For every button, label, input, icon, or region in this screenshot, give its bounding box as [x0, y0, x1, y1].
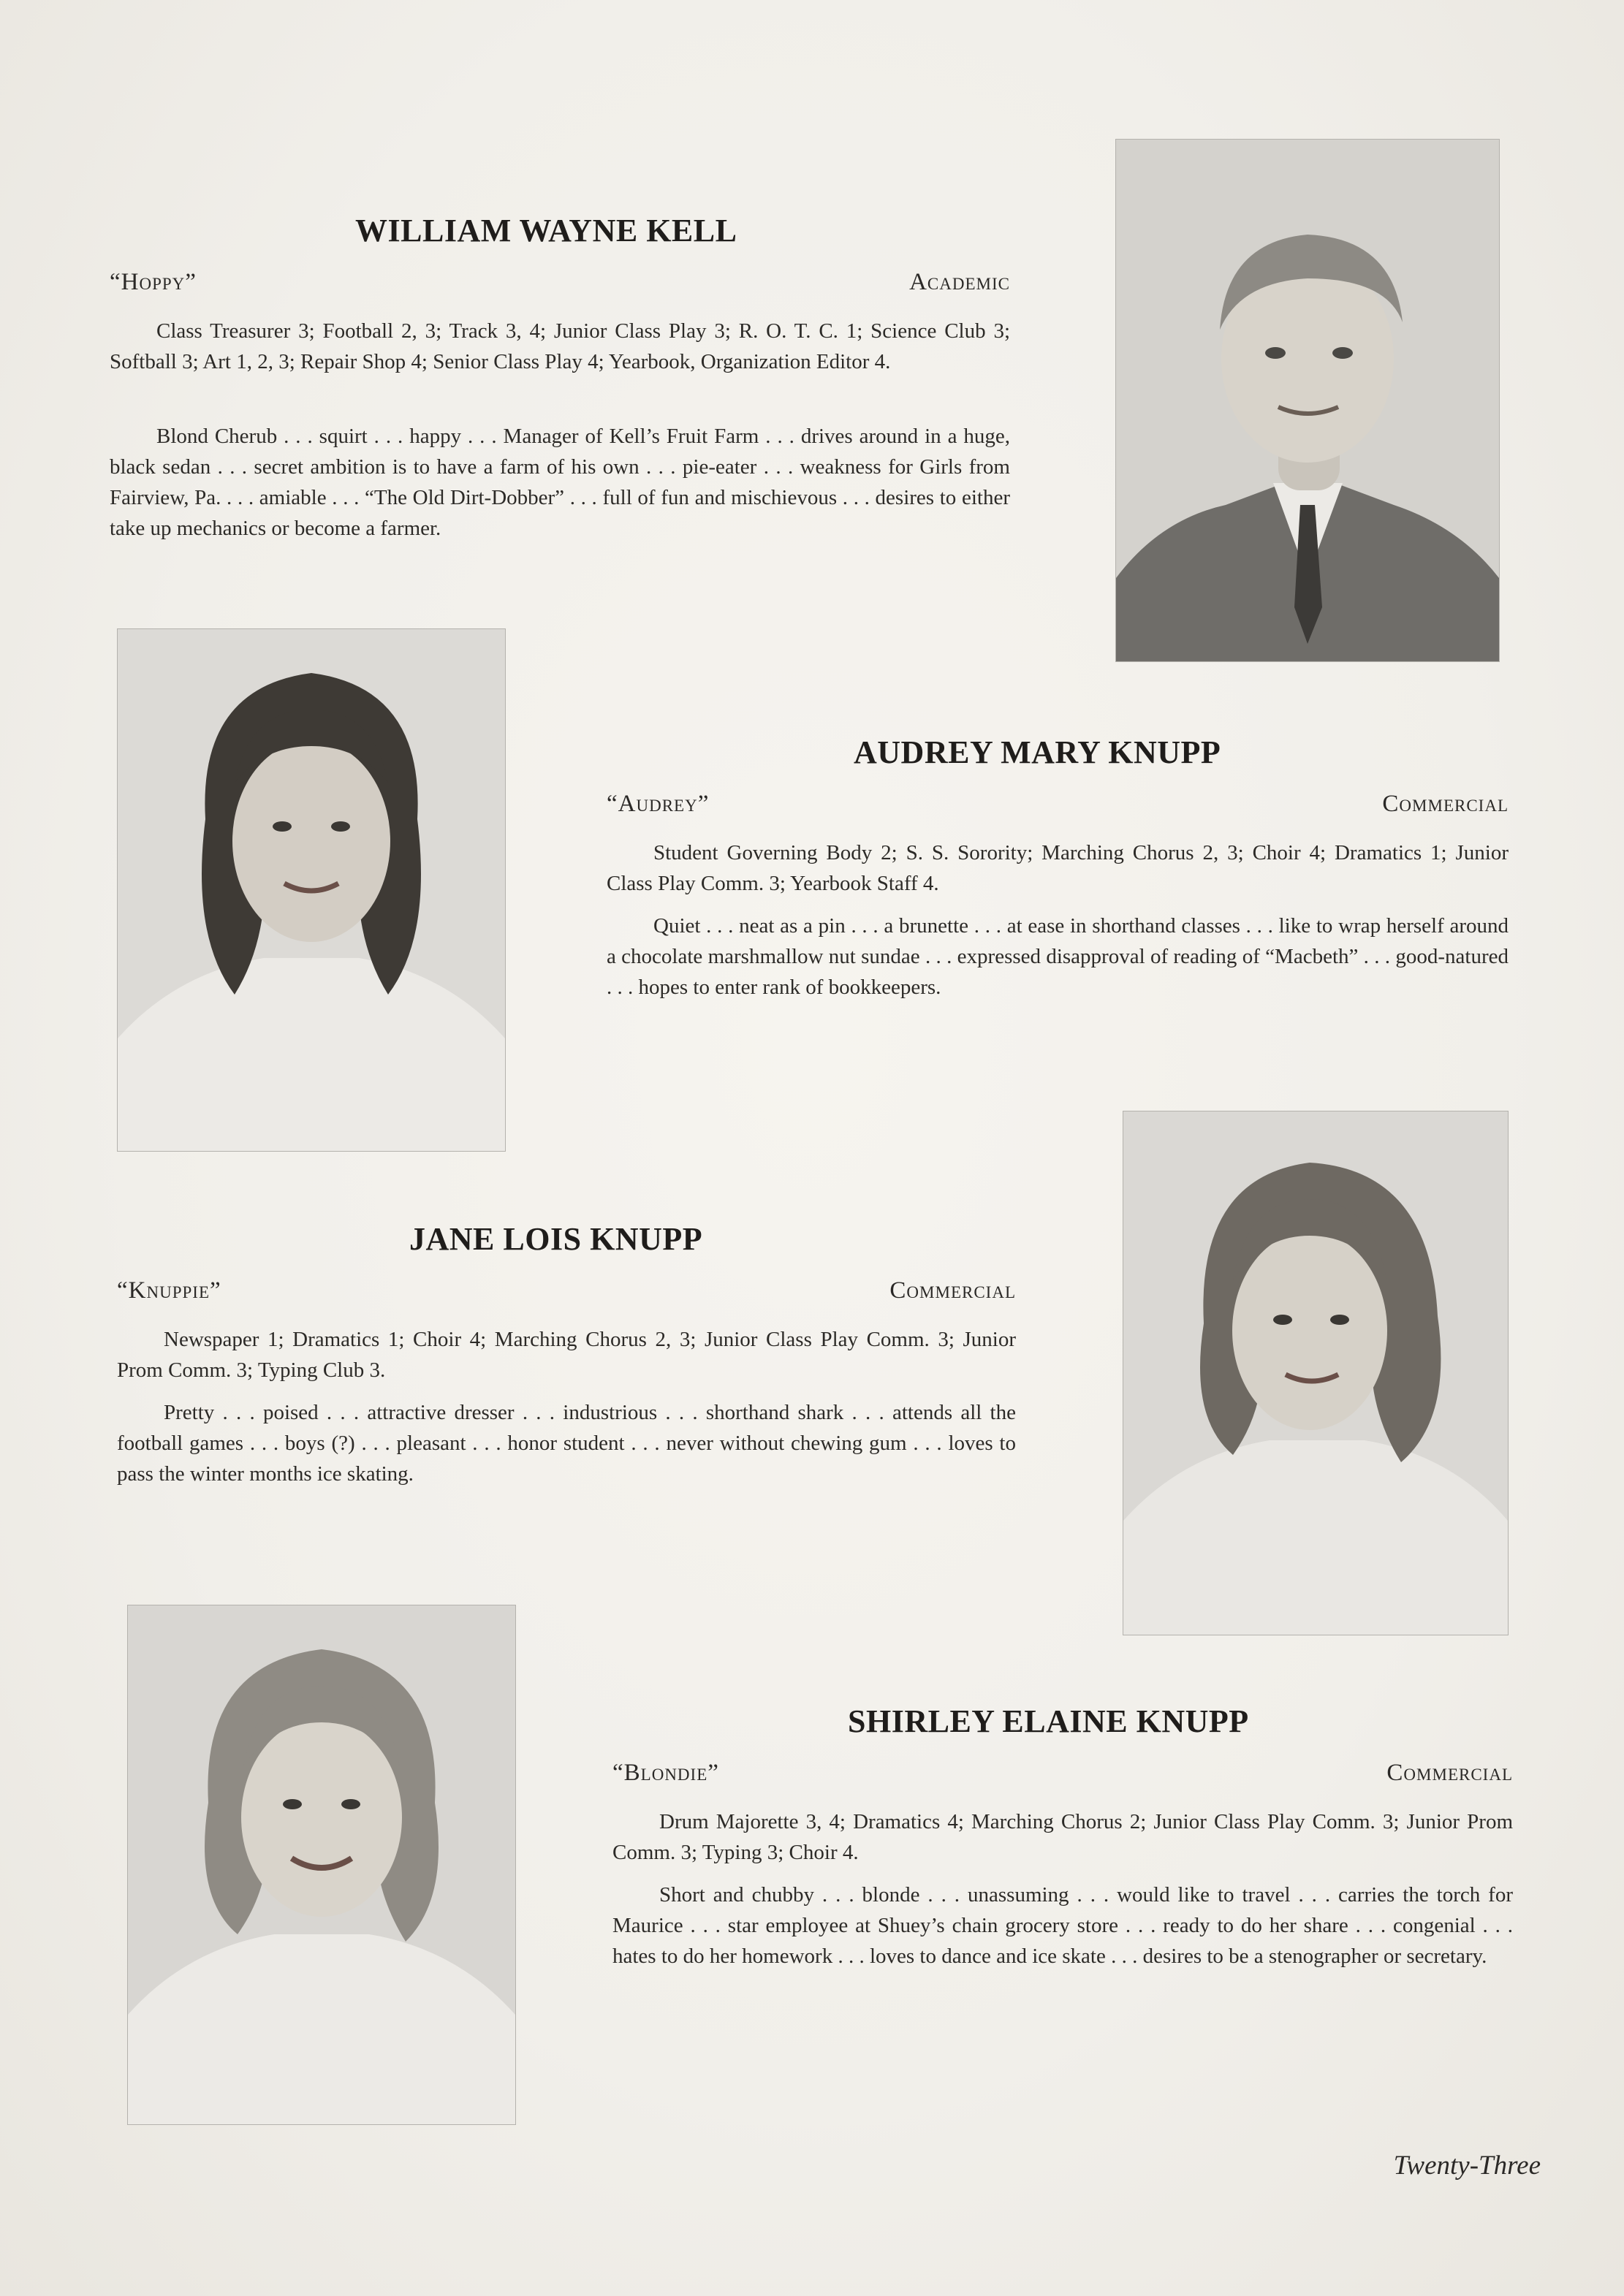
student-description: Quiet . . . neat as a pin . . . a brunette . . . at ease in shorthand classes . . . like to wrap herself around a chocolate marshmallow nut sundae . . . expressed disapproval of reading of “Macbeth” . . . good-natured . . . hopes to enter rank of bookkeepers. — [607, 914, 1509, 999]
student-name: SHIRLEY ELAINE KNUPP — [848, 1703, 1249, 1739]
student-course: Commercial — [1382, 791, 1509, 817]
student-description: Short and chubby . . . blonde . . . unassuming . . . would like to travel . . . carries the torch for Maurice . . . star employee at Shuey’s chain grocery store . . . ready to do her share . . . congenial . . . hates to do her homework . . . loves to dance and ice skate . . . desires to be a stenographer or secretary. — [612, 1883, 1513, 1968]
student-nickname: “Hoppy” — [110, 269, 197, 295]
student-description: Blond Cherub . . . squirt . . . happy . . . Manager of Kell’s Fruit Farm . . . drives around in a huge, black sedan . . . secret ambition is to have a farm of his own . . . pie-eater . . . weakness for Girls from Fairview, Pa. . . . amiable . . . “The Old Dirt-Dobber” . . . full of fun and mischievous . . . desires to either take up mechanics or become a farmer. — [110, 425, 1010, 540]
student-description: Pretty . . . poised . . . attractive dresser . . . industrious . . . shorthand shark . . . attends all the football games . . . boys (?) . . . pleasant . . . honor student . . . never without chewing gum . . . loves to pass the winter months ice skating. — [117, 1401, 1016, 1486]
student-nickname: “Audrey” — [607, 791, 710, 817]
student-course: Commercial — [889, 1277, 1016, 1304]
student-name: AUDREY MARY KNUPP — [854, 734, 1221, 770]
student-portrait-photo — [127, 1605, 516, 2125]
student-activities: Class Treasurer 3; Football 2, 3; Track 3, 4; Junior Class Play 3; R. O. T. C. 1; Science Club 3; Softball 3; Art 1, 2, 3; Repair Shop 4; Senior Class Play 4; Yearbook, Organization Editor 4. — [110, 319, 1010, 373]
student-activities: Drum Majorette 3, 4; Dramatics 4; Marching Chorus 2; Junior Class Play Comm. 3; Junior Prom Comm. 3; Typing 3; Choir 4. — [612, 1810, 1513, 1864]
student-activities: Student Governing Body 2; S. S. Sorority; Marching Chorus 2, 3; Choir 4; Dramatics 1; Junior Class Play Comm. 3; Yearbook Staff 4. — [607, 841, 1509, 895]
student-portrait-photo — [1115, 139, 1500, 662]
student-portrait-photo — [1123, 1111, 1509, 1635]
student-name: JANE LOIS KNUPP — [409, 1221, 703, 1257]
student-course: Commercial — [1386, 1760, 1513, 1786]
student-nickname: “Knuppie” — [117, 1277, 221, 1304]
page-number: Twenty-Three — [1393, 2151, 1541, 2181]
student-name: WILLIAM WAYNE KELL — [355, 213, 737, 248]
student-nickname: “Blondie” — [612, 1760, 719, 1786]
student-course: Academic — [909, 269, 1010, 295]
student-portrait-photo — [117, 628, 506, 1152]
student-activities: Newspaper 1; Dramatics 1; Choir 4; Marching Chorus 2, 3; Junior Class Play Comm. 3; Junior Prom Comm. 3; Typing Club 3. — [117, 1328, 1016, 1382]
